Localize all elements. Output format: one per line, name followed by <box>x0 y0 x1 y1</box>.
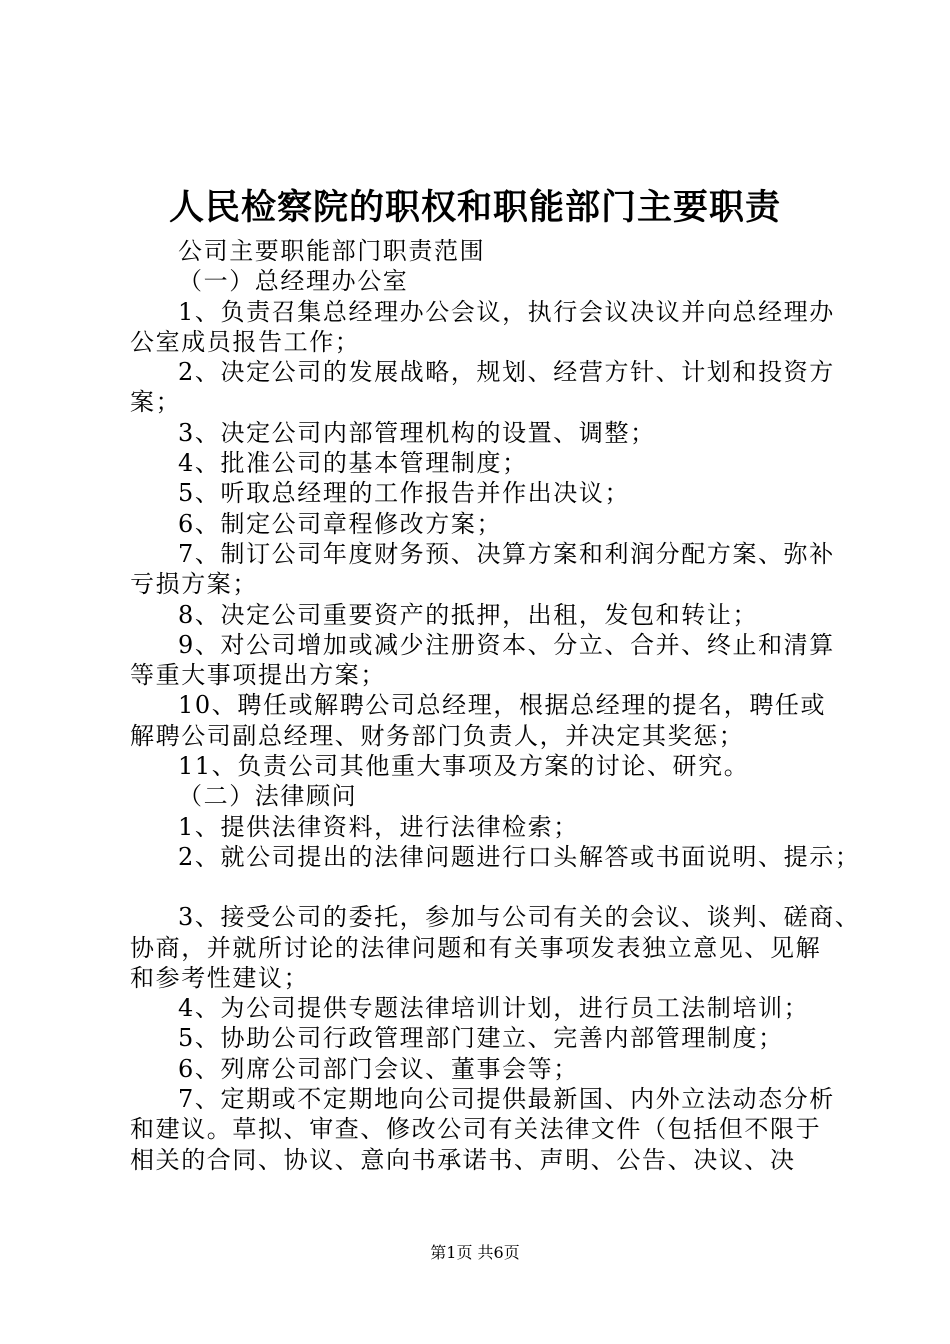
page-number-footer: 第1页 共6页 <box>430 1243 520 1262</box>
paragraph-line: 7、定期或不定期地向公司提供最新国、内外立法动态分析 <box>178 1085 835 1114</box>
paragraph-line: 3、决定公司内部管理机构的设置、调整； <box>178 418 656 447</box>
paragraph-line: 公室成员报告工作； <box>130 327 361 356</box>
paragraph-line: 解聘公司副总经理、财务部门负责人，并决定其奖惩； <box>130 721 745 750</box>
paragraph-line: 7、制订公司年度财务预、决算方案和利润分配方案、弥补 <box>178 539 835 568</box>
paragraph-line: 11、负责公司其他重大事项及方案的讨论、研究。 <box>178 752 750 781</box>
paragraph-line: 4、为公司提供专题法律培训计划，进行员工法制培训； <box>178 994 810 1023</box>
paragraph-line: 1、负责召集总经理办公会议，执行会议决议并向总经理办 <box>178 297 835 326</box>
document-body <box>130 236 861 1175</box>
paragraph-line: 案； <box>130 388 182 417</box>
section-heading: 公司主要职能部门职责范围 <box>178 237 486 265</box>
blank-line <box>130 872 830 902</box>
paragraph-line: 2、决定公司的发展战略，规划、经营方针、计划和投资方 <box>178 358 835 387</box>
paragraph-line: 9、对公司增加或减少注册资本、分立、合并、终止和清算 <box>178 630 835 659</box>
paragraph-line: 1、提供法律资料，进行法律检索； <box>178 812 579 841</box>
paragraph-line: 5、协助公司行政管理部门建立、完善内部管理制度； <box>178 1024 784 1053</box>
paragraph-line: 2、就公司提出的法律问题进行口头解答或书面说明、提示； <box>178 842 861 871</box>
paragraph-line: 5、听取总经理的工作报告并作出决议； <box>178 479 631 508</box>
paragraph-line: 6、制定公司章程修改方案； <box>178 509 503 538</box>
paragraph-line: 和参考性建议； <box>130 963 310 992</box>
paragraph-line: 3、接受公司的委托，参加与公司有关的会议、谈判、磋商、 <box>178 903 861 932</box>
subsection-heading: （一）总经理办公室 <box>178 267 409 296</box>
paragraph-line: 和建议。草拟、审查、修改公司有关法律文件（包括但不限于 <box>130 1115 822 1144</box>
paragraph-line: 亏损方案； <box>130 570 258 599</box>
document-title: 人民检察院的职权和职能部门主要职责 <box>168 187 781 228</box>
subsection-heading: （二）法律顾问 <box>178 782 358 811</box>
paragraph-line: 等重大事项提出方案； <box>130 661 386 690</box>
paragraph-line: 8、决定公司重要资产的抵押，出租，发包和转让； <box>178 600 759 629</box>
paragraph-line: 相关的合同、协议、意向书承诺书、声明、公告、决议、决 <box>130 1145 796 1174</box>
paragraph-line: 4、批准公司的基本管理制度； <box>178 449 528 478</box>
paragraph-line: 6、列席公司部门会议、董事会等； <box>178 1054 579 1083</box>
paragraph-line: 协商，并就所讨论的法律问题和有关事项发表独立意见、见解 <box>130 933 822 962</box>
paragraph-line: 10、聘任或解聘公司总经理，根据总经理的提名，聘任或 <box>178 691 827 720</box>
